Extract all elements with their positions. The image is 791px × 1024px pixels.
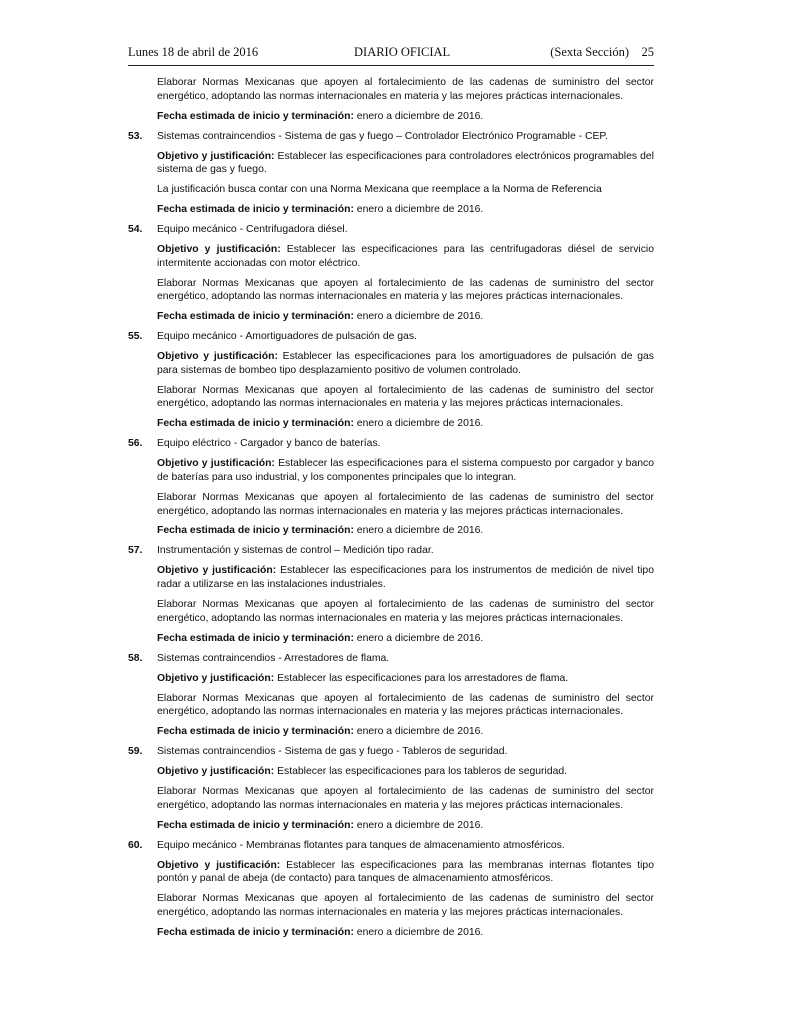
item-number: 53. [128,130,143,142]
item-title: Equipo mecánico - Centrifugadora diésel. [157,224,348,236]
intro-elaborar: Elaborar Normas Mexicanas que apoyen al fortalecimiento de las cadenas de suministro del sector energético, adoptando las normas internacionales en materia y las mejores prácticas internacionales. [157,77,654,102]
item-title: Instrumentación y sistemas de control – Medición tipo radar. [157,545,434,557]
fecha-label: Fecha estimada de inicio y terminación: [157,926,354,938]
fecha-value: enero a diciembre de 2016. [353,632,484,644]
list-item [128,223,654,324]
fecha-value: enero a diciembre de 2016. [353,418,484,430]
header-section-page [550,45,654,60]
item-heading [128,223,654,237]
item-heading [128,437,654,451]
objetivo-text: Establecer las especificaciones para los arrestadores de flama. [274,672,569,684]
item-extra: Elaborar Normas Mexicanas que apoyen al fortalecimiento de las cadenas de suministro del sector energético, adoptando las normas internacionales en materia y las mejores prácticas internacionales. [157,786,654,811]
fecha-value: enero a diciembre de 2016. [353,204,484,216]
item-objetivo [157,457,654,484]
item-fecha [157,926,654,940]
list-item [128,437,654,538]
item-objetivo [157,350,654,377]
header-date: Lunes 18 de abril de 2016 [128,45,259,59]
item-number: 57. [128,545,143,557]
objetivo-text: Establecer las especificaciones para controladores electrónicos programables del sistema de gas y fuego. [157,150,654,176]
list-item [128,330,654,431]
objetivo-text: Establecer las especificaciones para los amortiguadores de pulsación de gas para sistemas de bombeo tipo desplazamiento positivo de volumen controlado. [157,351,654,376]
item-heading [128,652,654,666]
objetivo-label: Objetivo y justificación: [157,351,278,363]
list-item [128,839,654,940]
item-fecha [157,417,654,431]
fecha-value: enero a diciembre de 2016. [353,819,484,831]
objetivo-label: Objetivo y justificación: [157,458,275,470]
objetivo-label: Objetivo y justificación: [157,859,281,871]
item-heading [128,130,654,144]
item-objetivo [157,564,654,591]
list-item [128,130,654,217]
page-header [128,45,654,66]
item-heading [128,544,654,558]
item-title: Equipo mecánico - Amortiguadores de pulsación de gas. [157,331,417,343]
item-fecha [157,725,654,739]
document-body [128,76,654,946]
list-item [128,745,654,832]
objetivo-text: Establecer las especificaciones para las membranas internas flotantes tipo pontón y panal de abeja (de contacto) para tanques de almacenamiento atmosféricos. [157,859,654,885]
objetivo-text: Establecer las especificaciones para los tableros de seguridad. [274,766,568,778]
objetivo-text: Establecer las especificaciones para los instrumentos de medición de nivel tipo radar a utilizarse en las instalaciones industriales. [157,565,654,591]
item-title: Sistemas contraincendios - Arrestadores de flama. [157,652,390,664]
item-fecha [157,632,654,646]
fecha-label: Fecha estimada de inicio y terminación: [157,525,354,537]
item-extra: Elaborar Normas Mexicanas que apoyen al fortalecimiento de las cadenas de suministro del sector energético, adoptando las normas internacionales en materia y las mejores prácticas internacionales. [157,277,654,303]
item-fecha [157,819,654,833]
item-number: 59. [128,746,143,758]
item-extra: Elaborar Normas Mexicanas que apoyen al fortalecimiento de las cadenas de suministro del sector energético, adoptando las normas internacionales en materia y las mejores prácticas internacionales. [157,491,654,517]
fecha-label: Fecha estimada de inicio y terminación: [157,819,354,831]
item-extra: Elaborar Normas Mexicanas que apoyen al fortalecimiento de las cadenas de suministro del sector energético, adoptando las normas internacionales en materia y las mejores prácticas internacionales. [157,384,654,410]
fecha-label: Fecha estimada de inicio y terminación: [157,726,354,738]
objetivo-label: Objetivo y justificación: [157,672,275,684]
fecha-label: Fecha estimada de inicio y terminación: [157,418,354,430]
item-extra: Elaborar Normas Mexicanas que apoyen al fortalecimiento de las cadenas de suministro del sector energético, adoptando las normas internacionales en materia y las mejores prácticas internacionales. [157,692,654,718]
item-title: Sistemas contraincendios - Sistema de gas y fuego – Controlador Electrónico Programable - CEP. [157,130,608,142]
item-number: 54. [128,224,143,236]
items-list [128,130,654,940]
item-fecha [157,203,654,217]
item-extra: Elaborar Normas Mexicanas que apoyen al fortalecimiento de las cadenas de suministro del sector energético, adoptando las normas internacionales en materia y las mejores prácticas internacionales. [157,893,654,918]
item-fecha [157,310,654,324]
fecha-label: Fecha estimada de inicio y terminación: [157,311,354,323]
item-heading [128,745,654,759]
item-objetivo [157,859,654,886]
item-title: Sistemas contraincendios - Sistema de gas y fuego - Tableros de seguridad. [157,746,508,758]
list-item [128,544,654,645]
objetivo-label: Objetivo y justificación: [157,565,277,577]
item-title: Equipo mecánico - Membranas flotantes para tanques de almacenamiento atmosféricos. [157,839,565,851]
fecha-label: Fecha estimada de inicio y terminación: [157,110,354,122]
list-item [128,652,654,739]
item-number: 55. [128,331,143,343]
fecha-value: enero a diciembre de 2016. [353,311,484,323]
item-objetivo [157,150,654,177]
item-fecha [157,524,654,538]
objetivo-text: Establecer las especificaciones para las centrifugadoras diésel de servicio intermitente accionadas con motor eléctrico. [157,244,654,269]
objetivo-text: Establecer las especificaciones para el sistema compuesto por cargador y banco de baterías para uso industrial, y los componentes principales que lo integran. [157,458,654,483]
item-extra: Elaborar Normas Mexicanas que apoyen al fortalecimiento de las cadenas de suministro del sector energético, adoptando las normas internacionales en materia y las mejores prácticas internacionales. [157,599,654,624]
item-objetivo [157,672,654,686]
item-number: 56. [128,438,143,450]
fecha-label: Fecha estimada de inicio y terminación: [157,632,354,644]
item-number: 58. [128,652,143,664]
item-heading [128,839,654,853]
item-objetivo [157,243,654,270]
item-extra: La justificación busca contar con una Norma Mexicana que reemplace a la Norma de Referencia [157,184,602,196]
fecha-label: Fecha estimada de inicio y terminación: [157,204,354,216]
item-objetivo [157,765,654,779]
objetivo-label: Objetivo y justificación: [157,150,275,162]
intro-fecha [157,110,654,124]
fecha-value: enero a diciembre de 2016. [353,110,484,122]
fecha-value: enero a diciembre de 2016. [353,926,484,938]
fecha-value: enero a diciembre de 2016. [353,726,484,738]
item-title: Equipo eléctrico - Cargador y banco de baterías. [157,438,381,450]
header-page-number: 25 [641,45,654,59]
fecha-value: enero a diciembre de 2016. [353,525,484,537]
objetivo-label: Objetivo y justificación: [157,244,281,256]
objetivo-label: Objetivo y justificación: [157,766,275,778]
header-section: (Sexta Sección) [550,45,629,59]
header-publication: DIARIO OFICIAL [354,45,451,59]
item-heading [128,330,654,344]
item-number: 60. [128,839,143,851]
